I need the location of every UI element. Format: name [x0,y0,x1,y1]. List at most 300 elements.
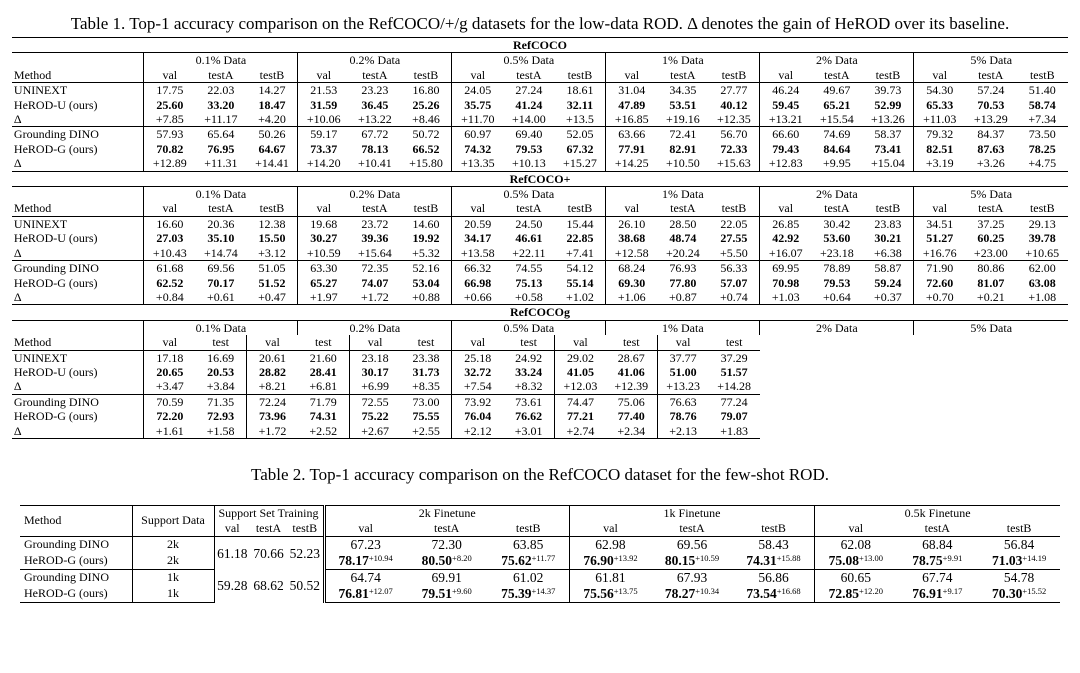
method-header: Method [20,505,132,536]
table2-caption: Table 2. Top-1 accuracy comparison on the RefCOCO dataset for the few-shot ROD. [251,464,829,484]
value: 64.74 [350,569,381,585]
value: 54.78 [1003,569,1035,585]
gain-superscript: +13.00 [859,552,883,563]
value-cell: 38.68 [606,231,657,245]
value: 67.93 [676,569,708,585]
value-cell: 27.03 [144,231,195,245]
value-cell: +16.76 [914,246,965,261]
value-cell: 73.00 [412,394,440,409]
split-header: val [247,335,298,350]
value-cell [978,536,1060,553]
table-row [12,98,1068,112]
value-cell: 20.36 [207,216,235,231]
value-cell: +7.41 [555,246,606,261]
value-cell: 18.61 [566,83,594,98]
value-cell: +22.11 [503,246,554,261]
value-cell: 58.37 [874,127,902,142]
value-cell: +0.37 [874,289,902,304]
value-cell: 79.53 [823,275,851,290]
value-cell: 14.60 [412,216,440,231]
value-cell: +23.18 [811,246,862,261]
value-cell: 29.13 [1028,216,1056,231]
table-row [12,424,1068,439]
value-cell: 31.73 [412,364,440,379]
data-fraction-header: 0.2% Data [298,187,452,202]
table-row [20,553,1060,570]
value: 68.84 [922,536,953,552]
split-header: val [298,201,349,216]
value-cell: 24.92 [515,350,543,365]
value-cell: 76.62 [515,409,543,424]
value-cell: 74.47 [555,394,606,409]
value-cell: 24.05 [452,83,503,98]
value-cell: 28.50 [669,216,697,231]
split-header: testB [401,68,452,83]
value-cell [896,553,978,570]
value-cell: 42.92 [760,231,811,245]
split-header-row [12,335,1068,350]
value-cell: 52.99 [874,97,902,112]
value-cell: 50.26 [258,127,286,142]
value-cell: 75.13 [515,275,543,290]
method-cell: Grounding DINO [24,570,109,585]
value-cell: +2.13 [657,424,708,439]
value-cell: 70.53 [977,97,1005,112]
split-header: testA [651,521,733,537]
value-cell: +9.95 [822,156,851,171]
data-fraction-header: 0.2% Data [298,320,452,335]
value-cell: 19.92 [412,231,440,246]
value-cell: 84.37 [977,127,1005,142]
value-cell: 78.76 [657,409,708,423]
value-cell: +10.65 [1016,246,1068,261]
value-cell: +0.21 [976,289,1005,304]
value-cell: +1.97 [298,290,349,305]
value-cell: 65.64 [207,127,235,142]
value-cell: 30.17 [349,365,400,379]
value-cell: 26.10 [606,216,657,231]
value-cell [324,569,406,586]
split-header: val [452,68,503,83]
value-cell: 37.25 [977,216,1005,231]
value-cell: +1.72 [360,289,389,304]
value: 75.08 [828,552,860,568]
value-cell [406,586,488,603]
value-cell: 75.22 [349,409,400,423]
split-header: testB [247,68,298,83]
split-header: val [349,335,400,350]
dataset-row [12,38,1068,53]
value-cell: 67.32 [566,141,594,156]
value-cell: +5.50 [709,246,760,261]
value-cell: 61.68 [144,261,195,276]
value-cell: 71.35 [207,394,235,409]
value: 78.75 [912,552,943,568]
value-cell: 60.97 [452,127,503,142]
value-cell: 20.53 [207,364,235,379]
value-cell: 37.29 [720,350,748,365]
value-cell: 51.00 [657,365,708,379]
value-cell: 30.42 [823,216,851,231]
value-cell: +10.43 [144,246,195,261]
empty-cell [12,53,144,68]
split-header: val [452,201,503,216]
value-cell: 47.89 [606,98,657,112]
split-header: val [606,201,657,216]
value-cell: 40.12 [720,97,748,112]
value: 67.74 [922,569,953,585]
value-cell: 76.95 [207,141,235,156]
value-cell: +0.70 [914,290,965,305]
table-row [12,231,1068,245]
value-cell: 23.72 [361,216,389,231]
value-cell: 65.33 [914,98,965,112]
value-cell: 35.75 [452,98,503,112]
value-cell: 62.00 [1028,261,1056,276]
split-header: testA [349,68,400,83]
value: 70.30 [991,585,1023,601]
value-cell: 37.77 [657,350,708,365]
value-cell: 81.07 [977,275,1005,290]
value-cell: 17.18 [144,350,195,365]
value-cell: 77.24 [720,394,748,409]
value-cell: 51.27 [914,231,965,245]
gain-superscript: +10.34 [695,585,720,596]
group-header-row [12,187,1068,202]
value-cell: +12.89 [144,156,195,171]
value-cell: +8.35 [401,379,452,394]
method-cell: Grounding DINO [13,127,99,142]
gain-superscript: +9.60 [452,585,472,596]
method-cell: HeROD-G (ours) [13,141,98,156]
split-header: testA [349,201,400,216]
value-cell [815,536,897,553]
value-cell: 34.17 [452,231,503,245]
value-cell: +10.06 [298,112,349,127]
value-cell: 58.74 [1028,97,1056,112]
value-cell: 59.45 [760,98,811,112]
split-header: testA [406,521,488,537]
value-cell [651,536,733,553]
split-header: val [298,68,349,83]
value: 79.51 [421,585,453,601]
training-value-cell: 52.23 [289,545,320,561]
value-cell: 76.63 [657,394,708,409]
split-header: testA [195,68,246,83]
split-header: val [324,521,406,537]
value: 63.85 [513,536,544,552]
finetune-header: 0.5k Finetune [815,505,1060,521]
split-header: val [657,335,708,350]
value-cell: 75.55 [412,409,440,424]
value-cell: 79.53 [515,141,543,156]
method-cell: HeROD-G (ours) [13,409,98,424]
value-cell: 74.55 [515,261,543,276]
value: 58.43 [758,536,789,552]
value-cell: 84.64 [823,141,851,156]
gain-superscript: +12.20 [859,585,883,596]
value-cell: 72.60 [914,276,965,290]
gain-superscript: +14.37 [531,585,556,596]
value-cell: 78.89 [823,261,851,276]
value-cell: +15.04 [871,156,905,171]
data-fraction-header: 2% Data [760,187,914,202]
table-row [12,156,1068,171]
value-cell: 14.27 [258,83,286,98]
value-cell: 18.47 [258,97,286,112]
value-cell: 34.51 [914,216,965,231]
training-value-cell: 61.18 [214,536,250,569]
value: 75.56 [583,585,614,601]
value-cell: 27.77 [720,83,748,98]
value: 71.03 [991,552,1023,568]
split-header: test [195,335,246,350]
value-cell: 54.12 [566,261,594,276]
value-cell [978,586,1060,603]
value-cell: +14.28 [709,379,760,394]
value-cell: 76.93 [669,261,697,276]
value-cell: 41.24 [515,97,543,112]
value-cell: 39.78 [1028,231,1056,246]
split-header: val [606,68,657,83]
group-header-row [12,53,1068,68]
value-cell [488,586,570,603]
value-cell: 25.26 [412,97,440,112]
value-cell: 17.75 [144,83,195,98]
value-cell: +6.38 [863,246,914,261]
data-fraction-header: 1% Data [606,320,760,335]
value-cell: 58.87 [874,261,902,276]
value-cell: 73.41 [874,141,902,156]
value-cell: 26.85 [760,216,811,231]
value-cell: +3.47 [144,379,195,394]
value-cell: 15.44 [566,216,594,231]
value-cell [733,569,815,586]
value: 60.65 [840,569,871,585]
value-cell: +4.20 [247,112,298,127]
value-cell: +4.75 [1028,156,1057,171]
split-header: testA [657,201,708,216]
value-cell: +13.26 [863,112,914,127]
value: 69.91 [431,569,462,585]
split-header: test [401,335,452,350]
value-cell: 21.60 [309,350,337,365]
value-cell: 63.08 [1028,275,1056,290]
value-cell [651,586,733,603]
value-cell [488,553,570,570]
value-cell: 65.21 [823,97,851,112]
value-cell: 19.68 [298,216,349,231]
split-header: testB [1016,68,1068,83]
value-cell: +10.13 [511,156,546,171]
gain-superscript: +9.91 [942,552,963,563]
table-row [12,365,1068,379]
value-cell: +11.70 [452,112,503,127]
table-row [12,290,1068,305]
value-cell: 57.24 [977,83,1005,98]
value-cell: 46.24 [760,83,811,98]
value-cell [651,569,733,586]
value-cell: 22.05 [720,216,748,231]
value-cell: 71.79 [309,394,337,409]
value-cell: 25.18 [452,350,503,365]
value-cell [406,536,488,553]
split-header: val [760,201,811,216]
value: 67.23 [350,536,381,552]
value: 76.81 [338,585,369,601]
value-cell: 34.35 [669,83,697,98]
gain-superscript: +9.17 [942,585,963,596]
split-header: testB [863,68,914,83]
dataset-row [12,305,1068,320]
value-cell: +23.00 [965,246,1016,261]
value-cell [569,586,651,603]
split-header: testA [503,201,554,216]
value-cell: +1.03 [760,290,811,305]
value-cell: 46.61 [515,231,543,246]
value-cell: 72.20 [144,409,195,423]
method-cell: HeROD-G (ours) [20,586,132,603]
value-cell: +13.5 [555,112,606,127]
gain-superscript: +12.07 [368,585,393,596]
value-cell: 54.30 [914,83,965,98]
split-header: testA [965,68,1016,83]
header-row [20,505,1060,521]
method-cell: Δ [13,289,22,304]
value-cell: +12.83 [760,156,811,171]
table1 [12,37,1068,439]
value-cell: 25.60 [144,98,195,112]
value-cell: 73.50 [1028,127,1056,142]
value-cell: +3.84 [195,379,246,394]
value-cell: 79.43 [760,142,811,156]
table-row [12,246,1068,261]
split-header: testA [250,521,287,537]
value-cell: 74.32 [452,142,503,156]
value-cell: 20.61 [247,350,298,365]
gain-superscript: +10.59 [695,552,720,563]
value-cell: 33.20 [207,97,235,112]
training-value-cell: 70.66 [253,545,284,561]
data-fraction-header: 0.5% Data [452,53,606,68]
value-cell: 73.61 [515,394,543,409]
split-header: testB [709,68,760,83]
value-cell: 78.13 [361,141,389,156]
data-fraction-header: 0.2% Data [298,53,452,68]
data-fraction-header: 0.1% Data [144,320,298,335]
value-cell: 28.41 [309,364,337,379]
value-cell: +1.02 [566,289,594,304]
split-header: test [709,335,760,350]
split-header: val [760,68,811,83]
value-cell: 48.74 [669,231,697,246]
value-cell: +0.74 [720,289,748,304]
value-cell: +11.31 [204,156,238,171]
value-cell [406,569,488,586]
value-cell: 39.73 [874,83,902,98]
table-row [12,276,1068,290]
split-header: val [815,521,897,537]
value-cell: 62.52 [144,276,195,290]
value: 61.02 [513,569,544,585]
value-cell: +3.12 [247,246,298,261]
value-cell: +1.72 [247,424,298,439]
value-cell: +20.24 [657,246,708,261]
data-fraction-header: 2% Data [760,53,914,68]
gain-superscript: +14.19 [1022,552,1047,563]
value-cell: 21.53 [298,83,349,98]
gain-superscript: +15.52 [1022,585,1047,596]
value-cell: +0.47 [258,289,286,304]
split-header: val [914,201,965,216]
value-cell: 77.21 [555,409,606,423]
table-row [12,409,1068,423]
value: 72.85 [828,585,860,601]
value-cell: +14.25 [606,156,657,171]
table-row [12,83,1068,98]
value-cell: +8.21 [247,379,298,394]
value-cell: 52.16 [412,261,440,276]
value-cell: +0.87 [668,289,697,304]
value-cell: 72.93 [207,409,235,424]
data-fraction-header: 0.1% Data [144,53,298,68]
split-header: testB [1016,201,1068,216]
value-cell: 73.37 [298,142,349,156]
value-cell: 79.07 [720,409,748,424]
value-cell: +0.58 [514,289,543,304]
split-header: test [503,335,554,350]
data-fraction-header: 5% Data [914,187,1068,202]
split-header: val [144,68,195,83]
value-cell: 28.82 [247,365,298,379]
data-fraction-header: 2% Data [760,320,914,335]
split-header: testA [195,201,246,216]
value-cell: +3.26 [976,156,1005,171]
value: 78.27 [664,585,696,601]
value-cell: 66.52 [412,141,440,156]
value-cell: +16.07 [760,246,811,261]
split-header: testA [503,68,554,83]
value-cell: +6.81 [298,379,349,394]
value-cell: +7.54 [452,379,503,394]
value-cell: 22.85 [566,231,594,246]
value-cell: 74.31 [309,409,337,424]
value-cell: 20.59 [452,216,503,231]
value-cell: 31.59 [298,98,349,112]
split-header: testA [811,68,862,83]
dataset-row [12,171,1068,186]
value-cell: 64.67 [258,141,286,156]
value-cell [488,569,570,586]
split-header: val [555,335,606,350]
value: 69.56 [676,536,708,552]
value-cell: +12.39 [606,379,657,394]
value-cell: 22.03 [207,83,235,98]
value-cell: +15.54 [811,112,862,127]
value-cell: 56.70 [720,127,748,142]
split-header: testA [965,201,1016,216]
value-cell: 31.04 [606,83,657,98]
method-header: Method [12,201,144,216]
value-cell: 66.98 [452,276,503,290]
split-header: val [214,521,250,537]
gain-superscript: +16.68 [776,585,801,596]
value: 78.17 [338,552,369,568]
value-cell: 59.24 [874,275,902,290]
method-cell: Δ [12,424,144,439]
value-cell: 72.24 [247,394,298,409]
value: 62.98 [595,536,626,552]
